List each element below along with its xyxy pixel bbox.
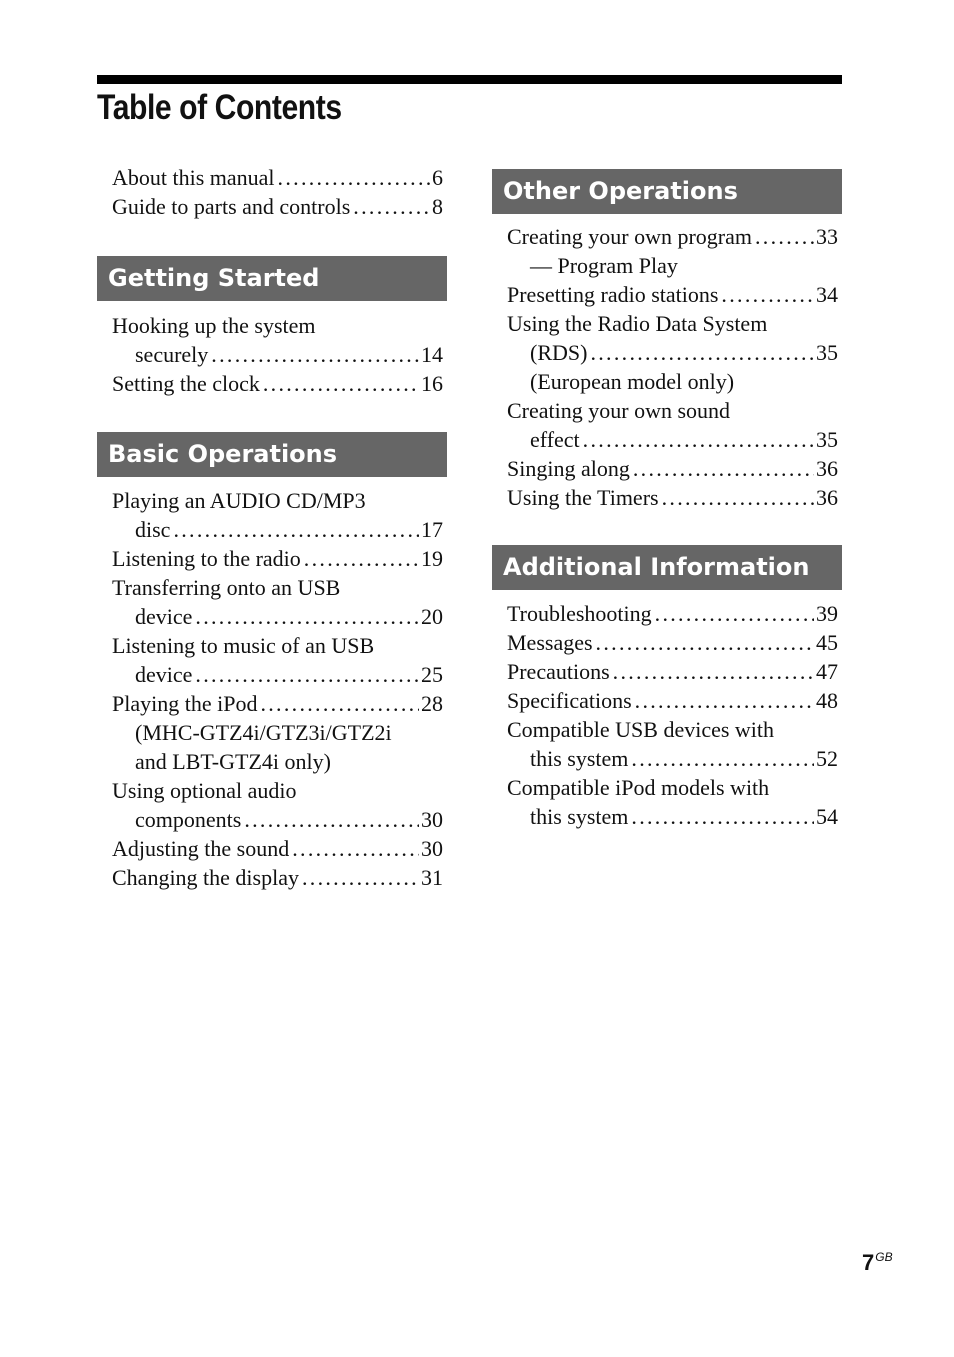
toc-entry-page: 54 bbox=[816, 804, 838, 829]
toc-entry-label: Precautions bbox=[507, 659, 610, 684]
dot-leader bbox=[173, 515, 419, 544]
dot-leader bbox=[244, 805, 419, 834]
toc-entry-label-line: Using optional audio bbox=[112, 778, 297, 803]
toc-entry-page: 30 bbox=[421, 807, 443, 832]
toc-entry-page: 39 bbox=[816, 601, 838, 626]
toc-entry-page: 36 bbox=[816, 485, 838, 510]
toc-entry-page: 14 bbox=[421, 342, 443, 367]
intro-list bbox=[112, 163, 443, 221]
toc-entry-page: 25 bbox=[421, 662, 443, 687]
toc-entry[interactable] bbox=[112, 863, 443, 892]
toc-entry-label-line: Transferring onto an USB bbox=[112, 575, 341, 600]
toc-entry-label: Presetting radio stations bbox=[507, 282, 719, 307]
dot-leader bbox=[292, 834, 419, 863]
dot-leader bbox=[302, 863, 419, 892]
page-number bbox=[862, 1250, 893, 1276]
toc-entry-label: Playing the iPod bbox=[112, 691, 258, 716]
section-heading-other-operations: Other Operations bbox=[492, 169, 842, 214]
dot-leader bbox=[755, 222, 814, 251]
toc-entry-label: effect bbox=[530, 427, 580, 452]
toc-entry-page: 33 bbox=[816, 224, 838, 249]
page-title: Table of Contents bbox=[97, 88, 342, 127]
toc-entry[interactable] bbox=[112, 163, 443, 192]
dot-leader bbox=[278, 163, 430, 192]
dot-leader bbox=[613, 657, 814, 686]
toc-entry[interactable] bbox=[507, 483, 838, 512]
toc-entry-label-line: Listening to music of an USB bbox=[112, 633, 375, 658]
toc-entry-label: Troubleshooting bbox=[507, 601, 652, 626]
page-number-suffix: GB bbox=[875, 1250, 893, 1264]
page-number-value: 7 bbox=[862, 1250, 875, 1275]
toc-entry-page: 8 bbox=[432, 194, 443, 219]
toc-entry-label-line: Creating your own sound bbox=[507, 398, 731, 423]
dot-leader bbox=[631, 744, 814, 773]
toc-entry-label: Singing along bbox=[507, 456, 630, 481]
toc-entry-note: — Program Play bbox=[530, 253, 678, 278]
getting-started-list bbox=[112, 311, 443, 398]
dot-leader bbox=[583, 425, 814, 454]
section-heading-additional-information: Additional Information bbox=[492, 545, 842, 590]
toc-entry-label: securely bbox=[135, 342, 209, 367]
toc-entry-page: 19 bbox=[421, 546, 443, 571]
title-rule bbox=[97, 75, 842, 84]
toc-entry[interactable] bbox=[507, 628, 838, 657]
toc-entry[interactable] bbox=[112, 660, 443, 689]
toc-entry-page: 35 bbox=[816, 340, 838, 365]
dot-leader bbox=[596, 628, 814, 657]
toc-entry[interactable] bbox=[112, 544, 443, 573]
toc-entry-page: 31 bbox=[421, 865, 443, 890]
toc-entry[interactable] bbox=[507, 425, 838, 454]
toc-entry[interactable] bbox=[507, 454, 838, 483]
toc-entry-label: disc bbox=[135, 517, 171, 542]
dot-leader bbox=[211, 340, 419, 369]
toc-entry[interactable] bbox=[507, 802, 838, 831]
toc-entry-label: components bbox=[135, 807, 242, 832]
toc-entry-page: 6 bbox=[432, 165, 443, 190]
toc-entry[interactable] bbox=[112, 602, 443, 631]
toc-entry[interactable] bbox=[112, 805, 443, 834]
toc-entry-label-line: Compatible iPod models with bbox=[507, 775, 770, 800]
toc-entry-label: About this manual bbox=[112, 165, 275, 190]
toc-entry[interactable] bbox=[507, 599, 838, 628]
toc-entry-label-line: Compatible USB devices with bbox=[507, 717, 775, 742]
basic-operations-list bbox=[112, 486, 443, 892]
dot-leader bbox=[263, 369, 419, 398]
toc-entry-label-line: Playing an AUDIO CD/MP3 bbox=[112, 488, 366, 513]
toc-entry[interactable] bbox=[507, 657, 838, 686]
toc-entry-page: 16 bbox=[421, 371, 443, 396]
toc-entry-page: 30 bbox=[421, 836, 443, 861]
toc-entry-label: Creating your own program bbox=[507, 224, 752, 249]
toc-entry-note: and LBT-GTZ4i only) bbox=[135, 749, 331, 774]
toc-entry-label: Specifications bbox=[507, 688, 632, 713]
toc-entry-label: device bbox=[135, 604, 193, 629]
toc-entry-label: this system bbox=[530, 804, 629, 829]
toc-entry-label: device bbox=[135, 662, 193, 687]
dot-leader bbox=[195, 660, 419, 689]
section-heading-getting-started: Getting Started bbox=[97, 256, 447, 301]
toc-entry-page: 45 bbox=[816, 630, 838, 655]
toc-entry[interactable] bbox=[112, 515, 443, 544]
additional-information-list bbox=[507, 599, 838, 831]
toc-entry-label: Setting the clock bbox=[112, 371, 260, 396]
toc-entry[interactable] bbox=[507, 280, 838, 309]
dot-leader bbox=[662, 483, 814, 512]
toc-entry-note: (MHC-GTZ4i/GTZ3i/GTZ2i bbox=[135, 720, 392, 745]
toc-entry[interactable] bbox=[507, 744, 838, 773]
dot-leader bbox=[304, 544, 419, 573]
toc-entry-label: this system bbox=[530, 746, 629, 771]
toc-entry-page: 47 bbox=[816, 659, 838, 684]
toc-entry-page: 35 bbox=[816, 427, 838, 452]
toc-entry-page: 20 bbox=[421, 604, 443, 629]
toc-entry-page: 17 bbox=[421, 517, 443, 542]
toc-entry[interactable] bbox=[507, 222, 838, 251]
toc-entry-page: 48 bbox=[816, 688, 838, 713]
toc-entry-page: 52 bbox=[816, 746, 838, 771]
dot-leader bbox=[721, 280, 814, 309]
toc-entry[interactable] bbox=[112, 369, 443, 398]
toc-entry-label-line: Using the Radio Data System bbox=[507, 311, 768, 336]
dot-leader bbox=[590, 338, 814, 367]
dot-leader bbox=[655, 599, 814, 628]
toc-entry-label: Listening to the radio bbox=[112, 546, 301, 571]
dot-leader bbox=[260, 689, 419, 718]
toc-entry-label: Guide to parts and controls bbox=[112, 194, 351, 219]
toc-entry-label: Changing the display bbox=[112, 865, 299, 890]
toc-entry[interactable] bbox=[507, 686, 838, 715]
toc-entry-label: Using the Timers bbox=[507, 485, 659, 510]
toc-entry-label: Adjusting the sound bbox=[112, 836, 290, 861]
toc-entry-page: 36 bbox=[816, 456, 838, 481]
toc-entry-note: (European model only) bbox=[530, 369, 735, 394]
dot-leader bbox=[635, 686, 814, 715]
toc-entry-label-line: Hooking up the system bbox=[112, 313, 316, 338]
dot-leader bbox=[195, 602, 419, 631]
dot-leader bbox=[631, 802, 814, 831]
toc-entry[interactable] bbox=[112, 340, 443, 369]
dot-leader bbox=[353, 192, 430, 221]
toc-entry-label: (RDS) bbox=[530, 340, 588, 365]
toc-entry-label: Messages bbox=[507, 630, 593, 655]
toc-entry[interactable] bbox=[112, 834, 443, 863]
dot-leader bbox=[633, 454, 814, 483]
section-heading-basic-operations: Basic Operations bbox=[97, 432, 447, 477]
toc-entry-page: 28 bbox=[421, 691, 443, 716]
other-operations-list bbox=[507, 222, 838, 512]
toc-entry[interactable] bbox=[507, 338, 838, 367]
toc-entry[interactable] bbox=[112, 192, 443, 221]
toc-entry[interactable] bbox=[112, 689, 443, 718]
toc-entry-page: 34 bbox=[816, 282, 838, 307]
